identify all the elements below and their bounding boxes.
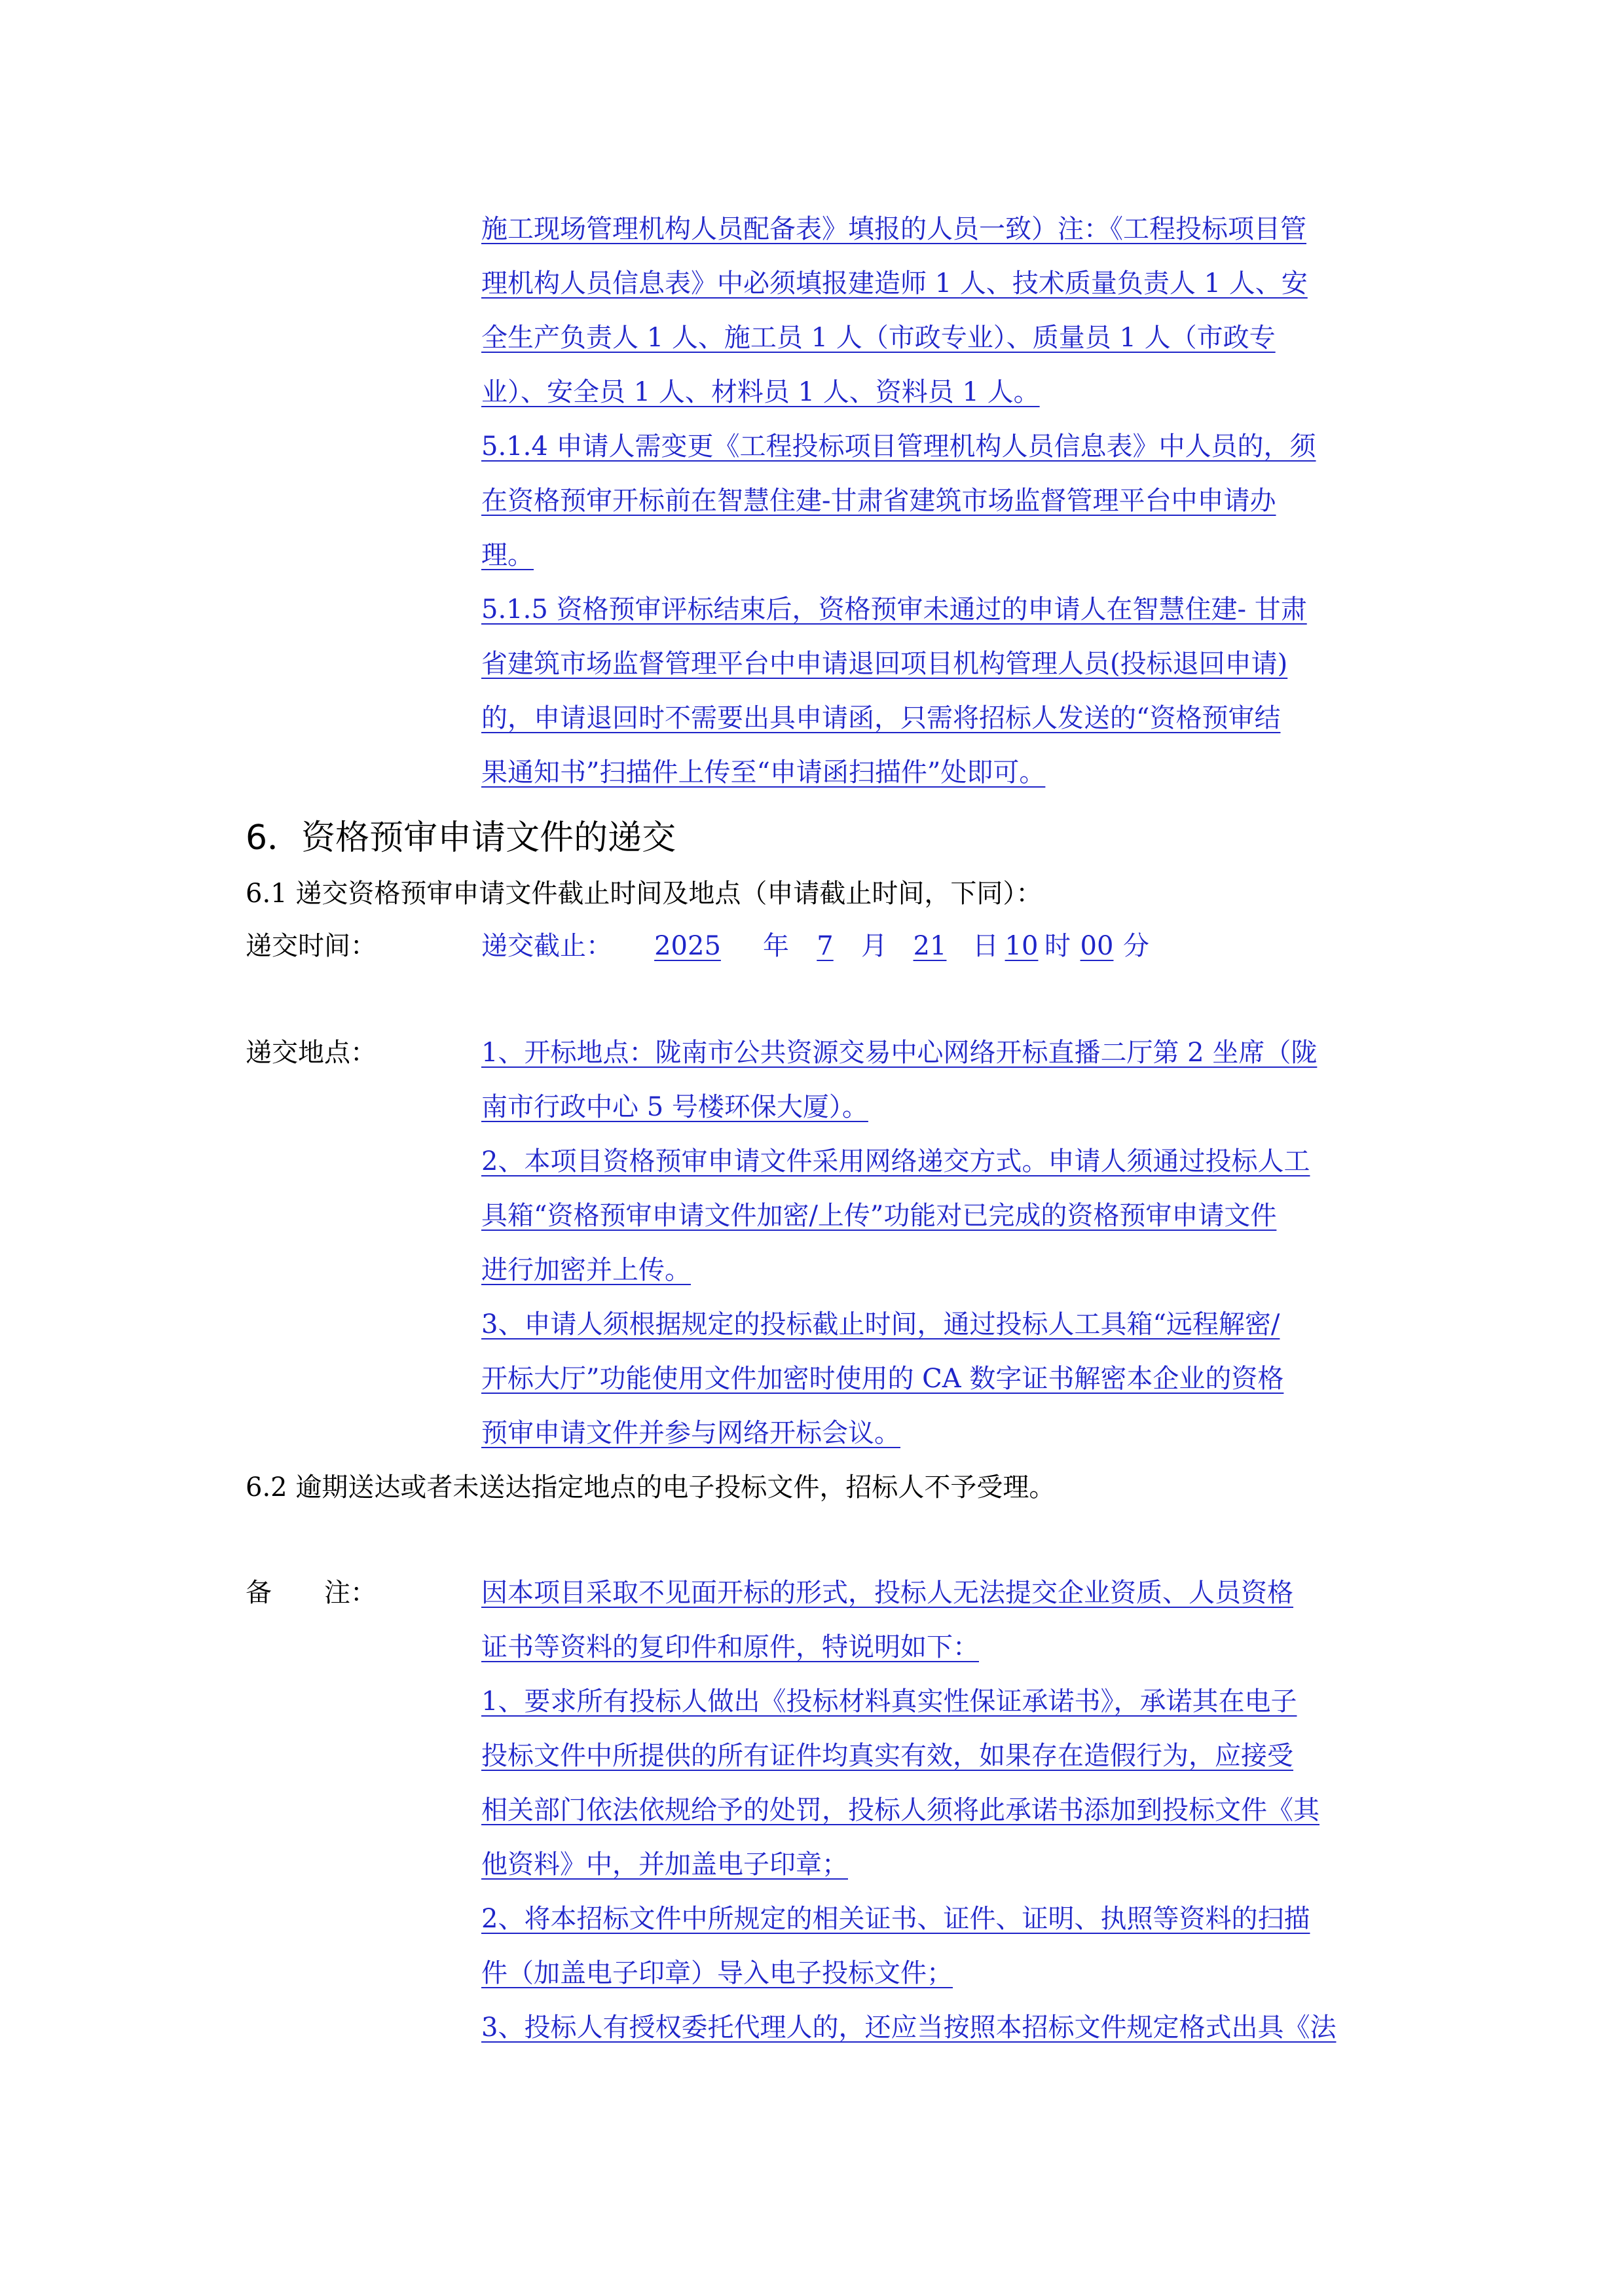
submit-place-p3-line-1: 3、申请人须根据规定的投标截止时间，通过投标人工具箱“远程解密/ <box>481 1309 1280 1339</box>
submit-month-unit: 月 <box>861 931 887 961</box>
para-5-1-4-line-3: 理。 <box>481 540 534 570</box>
remarks-r1-line-2: 投标文件中所提供的所有证件均真实有效，如果存在造假行为，应接受 <box>481 1741 1293 1771</box>
section-6-heading: 6．资格预审申请文件的递交 <box>246 818 676 858</box>
remarks-intro-line-2: 证书等资料的复印件和原件，特说明如下： <box>481 1632 979 1662</box>
remarks-r3-line-1: 3、投标人有授权委托代理人的，还应当按照本招标文件规定格式出具《法 <box>481 2013 1337 2043</box>
submit-time-value <box>481 926 1149 966</box>
remarks-intro-line-1: 因本项目采取不见面开标的形式，投标人无法提交企业资质、人员资格 <box>481 1578 1293 1608</box>
submit-day: 21 <box>913 931 947 961</box>
submit-minute: 00 <box>1080 931 1114 961</box>
submit-place-p2-line-2: 具箱“资格预审申请文件加密/上传”功能对已完成的资格预审申请文件 <box>481 1201 1277 1231</box>
submit-day-unit: 日 <box>972 931 999 961</box>
para-5-1-3-line-4: 业）、安全员 1 人、材料员 1 人、资料员 1 人。 <box>481 377 1040 407</box>
submit-time-prefix: 递交截止： <box>481 931 612 961</box>
para-5-1-5-line-2: 省建筑市场监督管理平台中申请退回项目机构管理人员(投标退回申请) <box>481 649 1288 679</box>
submit-hour: 10 <box>1005 931 1039 961</box>
para-5-1-5-line-1: 5.1.5 资格预审评标结束后，资格预审未通过的申请人在智慧住建- 甘肃 <box>481 594 1307 625</box>
item-6-1: 6.1 递交资格预审申请文件截止时间及地点（申请截止时间，下同）： <box>246 879 1043 909</box>
para-5-1-5-line-4: 果通知书”扫描件上传至“申请函扫描件”处即可。 <box>481 757 1046 788</box>
submit-time-label: 递交时间： <box>246 931 377 961</box>
submit-place-p2-line-3: 进行加密并上传。 <box>481 1255 691 1285</box>
submit-year-unit: 年 <box>763 931 789 961</box>
submit-place-p3-line-2: 开标大厅”功能使用文件加密时使用的 CA 数字证书解密本企业的资格 <box>481 1364 1284 1394</box>
remarks-r1-line-3: 相关部门依法依规给予的处罚，投标人须将此承诺书添加到投标文件《其 <box>481 1795 1320 1825</box>
remarks-r2-line-2: 件（加盖电子印章）导入电子投标文件； <box>481 1958 953 1988</box>
submit-month: 7 <box>817 931 834 961</box>
para-5-1-4-line-2: 在资格预审开标前在智慧住建-甘肃省建筑市场监督管理平台中申请办 <box>481 486 1276 516</box>
submit-place-p1-line-2: 南市行政中心 5 号楼环保大厦）。 <box>481 1092 868 1122</box>
submit-hour-unit: 时 <box>1044 931 1071 961</box>
para-5-1-3-line-1: 施工现场管理机构人员配备表》填报的人员一致）注：《工程投标项目管 <box>481 214 1306 244</box>
item-6-2: 6.2 逾期送达或者未送达指定地点的电子投标文件，招标人不予受理。 <box>246 1472 1056 1503</box>
remarks-label: 备 注： <box>246 1578 377 1608</box>
remarks-r1-line-1: 1、要求所有投标人做出《投标材料真实性保证承诺书》，承诺其在电子 <box>481 1686 1297 1717</box>
submit-minute-unit: 分 <box>1123 931 1149 961</box>
submit-place-p1-line-1: 1、开标地点：陇南市公共资源交易中心网络开标直播二厅第 2 坐席（陇 <box>481 1038 1318 1068</box>
para-5-1-5-line-3: 的，申请退回时不需要出具申请函，只需将招标人发送的“资格预审结 <box>481 703 1281 733</box>
para-5-1-3-line-2: 理机构人员信息表》中必须填报建造师 1 人、技术质量负责人 1 人、安 <box>481 268 1308 299</box>
submit-place-p2-line-1: 2、本项目资格预审申请文件采用网络递交方式。申请人须通过投标人工 <box>481 1146 1310 1176</box>
submit-year: 2025 <box>654 931 721 961</box>
remarks-r1-line-4: 他资料》中，并加盖电子印章； <box>481 1850 848 1880</box>
remarks-r2-line-1: 2、将本招标文件中所规定的相关证书、证件、证明、执照等资料的扫描 <box>481 1904 1310 1934</box>
para-5-1-4-line-1: 5.1.4 申请人需变更《工程投标项目管理机构人员信息表》中人员的，须 <box>481 431 1316 462</box>
para-5-1-3-line-3: 全生产负责人 1 人、施工员 1 人（市政专业）、质量员 1 人（市政专 <box>481 323 1276 353</box>
submit-place-p3-line-3: 预审申请文件并参与网络开标会议。 <box>481 1418 900 1448</box>
submit-place-label: 递交地点： <box>246 1038 377 1068</box>
